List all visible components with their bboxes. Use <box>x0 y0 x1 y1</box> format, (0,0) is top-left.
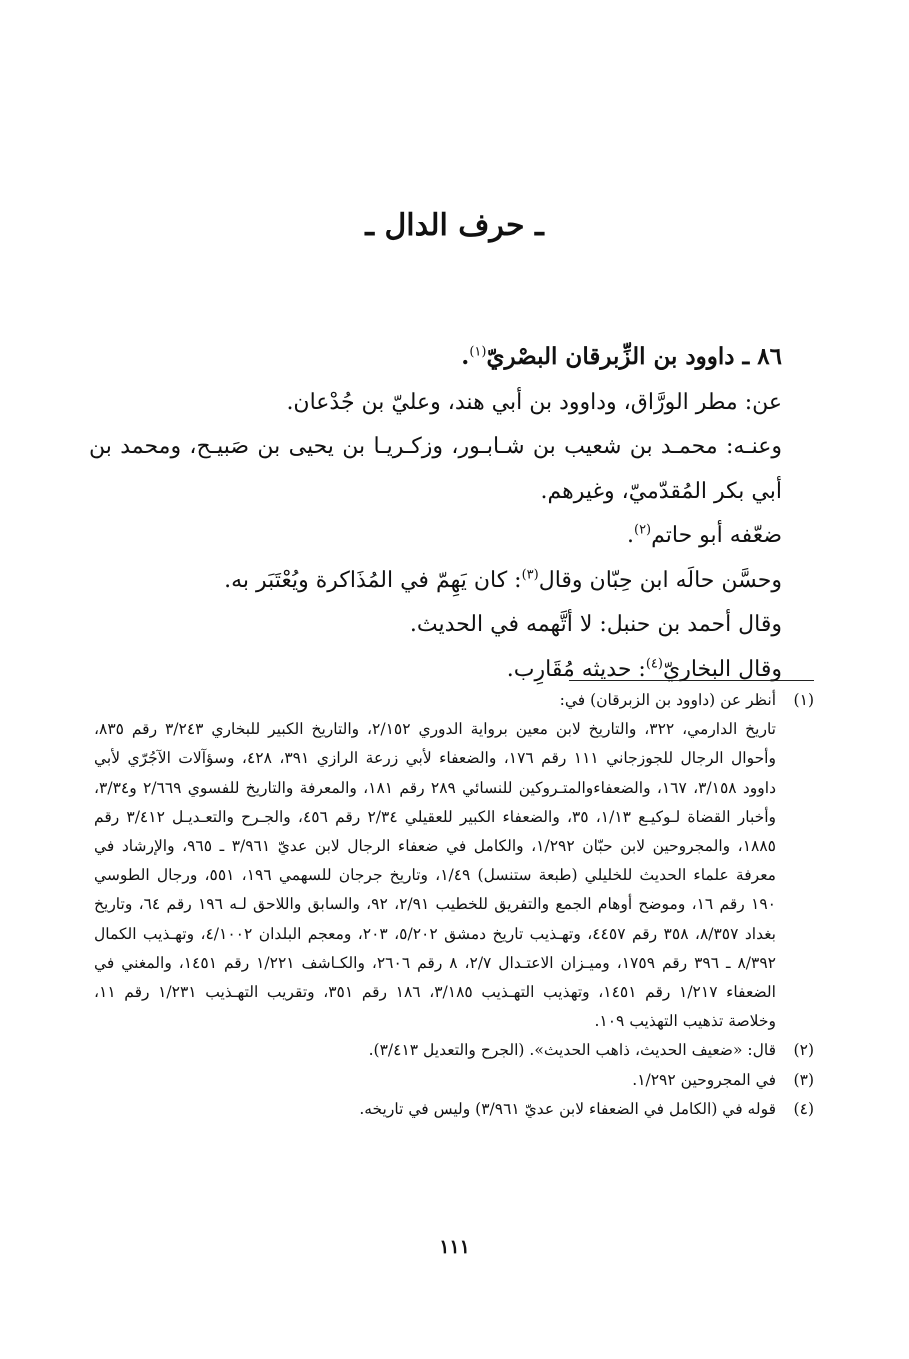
entry-heading: ٨٦ ـ داوود بن الزِّبرقان البصْريّ <box>486 343 782 370</box>
abu-hatim-end: . <box>626 523 634 548</box>
entry-body <box>89 335 814 692</box>
ahmad-line: وقال أحمد بن حنبل: لا أتَّهمه في الحديث. <box>409 612 782 637</box>
footnote-number: (٣) <box>793 1070 814 1089</box>
abu-hatim-line <box>89 514 814 559</box>
bukhari-post: : حديثه مُقَارِب. <box>506 656 646 682</box>
footnote-2 <box>94 1036 814 1065</box>
footnote-number: (٢) <box>793 1041 814 1060</box>
footnotes <box>94 686 814 1124</box>
footnote-number: (٤) <box>793 1099 814 1118</box>
footnote-ref-2[interactable]: (٢) <box>633 522 652 538</box>
teachers-line: عن: مطر الورَّاق، وداوود بن أبي هند، وعليّ بن جُدْعان. <box>286 389 782 415</box>
footnote-1 <box>94 686 814 1036</box>
footnote-text: قوله في (الكامل في الضعفاء لابن عديّ ٣/٩٦١) وليس في تاريخه. <box>359 1099 776 1118</box>
ibn-hibban-pre: وحسَّن حالَه ابن حِبّان وقال <box>538 567 782 593</box>
footnote-ref-3[interactable]: (٣) <box>521 567 539 583</box>
footnote-separator <box>569 680 814 681</box>
footnote-intro: أنظر عن (داوود بن الزبرقان) في: <box>559 691 776 709</box>
bukhari-pre: وقال البخاريّ <box>662 656 782 682</box>
footnote-sources: تاريخ الدارمي، ٣٢٢، والتاريخ لابن معين برواية الدوري ٢/١٥٢، والتاريخ الكبير للبخاري ٣/٢٤٣ رقم ٨٣٥، وأحوال الرجال للجوزجاني ١١١ رقم ١٧٦، والضعفاء لأبي زرعة الرازي ٣٩١، ٤٢٨، وسؤآلات الآجُرّي لأبي داوود ٣/١٥٨، ١٦٧، والضعفاءوالمتـروكين للنسائي ٢٨٩ رقم ١٨١، والمعرفة والتاريخ للفسوي ٢/٦٦٩ و٣/٣٤، وأخبار القضاة لـوكيـع ١/١٣، ٣٥، والضعفاء الكبير للعقيلي ٢/٣٤ رقم ٤٥٦، والجـرح والتعـديـل ٣/٤١٢ رقم ١٨٨٥، والمجروحين لابن حبّان ١/٢٩٢، والكامل في ضعفاء الرجال لابن عديّ ٣/٩٦١ ـ ٩٦٥، والإرشاد في معرفة علماء الحديث للخليلي (طبعة ستنسل) ١/٤٩، وتاريخ جرجان للسهمي ١٩٦، ٥٥١، ورجال الطوسي ١٩٠ رقم ١٦، وموضح أوهام الجمع والتفريق للخطيب ٢/٩١، ٩٢، والسابق واللاحق لـه ١٩٦ رقم ٦٤، وتاريخ بغداد ٨/٣٥٧، ٣٥٨ رقم ٤٤٥٧، وتهـذيب تاريخ دمشق ٥/٢٠٢، ٢٠٣، ومعجم البلدان ٤/١٠٠٢، وتهـذيب الكمال ٨/٣٩٢ ـ ٣٩٦ رقم ١٧٥٩، وميـزان الاعتـدال ٢/٧، ٨ رقم ٢٦٠٦، والكـاشف ١/٢٢١ رقم ١٤٥١، والمغني في الضعفاء ١/٢١٧ رقم ١٤٥١، وتهذيب التهـذيب ٣/١٨٥، ١٨٦ رقم ٣٥١، وتقريب التهـذيب ١/٢٣١ رقم ١١، وخلاصة تذهيب التهذيب ١٠٩. <box>94 720 776 1031</box>
footnote-text: قال: «ضعيف الحديث، ذاهب الحديث». (الجرح والتعديل ٣/٤١٣). <box>368 1041 776 1060</box>
students-line: وعنـه: محمـد بن شعيب بن شـابـور، وزكـريـا بن يحيى بن صَبيـح، ومحمد بن أبي بكر المُقدّميّ، وغيرهم. <box>89 434 782 504</box>
page-number: ١١١ <box>439 1236 470 1258</box>
ibn-hibban-line <box>89 559 814 604</box>
footnote-4 <box>94 1095 814 1124</box>
footnote-text <box>94 686 776 1036</box>
footnote-ref-1[interactable]: (١) <box>469 344 487 360</box>
entry-heading-end: . <box>461 343 470 370</box>
footnote-number: (١) <box>793 691 814 709</box>
footnote-ref-4[interactable]: (٤) <box>645 656 663 672</box>
ibn-hibban-post: : كان يَهِمّ في المُذَاكرة ويُعْتَبَر به. <box>224 567 522 593</box>
entry-heading-line <box>89 335 814 381</box>
footnote-text: في المجروحين ١/٢٩٢. <box>632 1070 776 1089</box>
footnote-3 <box>94 1066 814 1095</box>
chapter-title: ـ حرف الدال ـ <box>365 208 544 243</box>
abu-hatim-text: ضعّفه أبو حاتم <box>651 523 782 548</box>
